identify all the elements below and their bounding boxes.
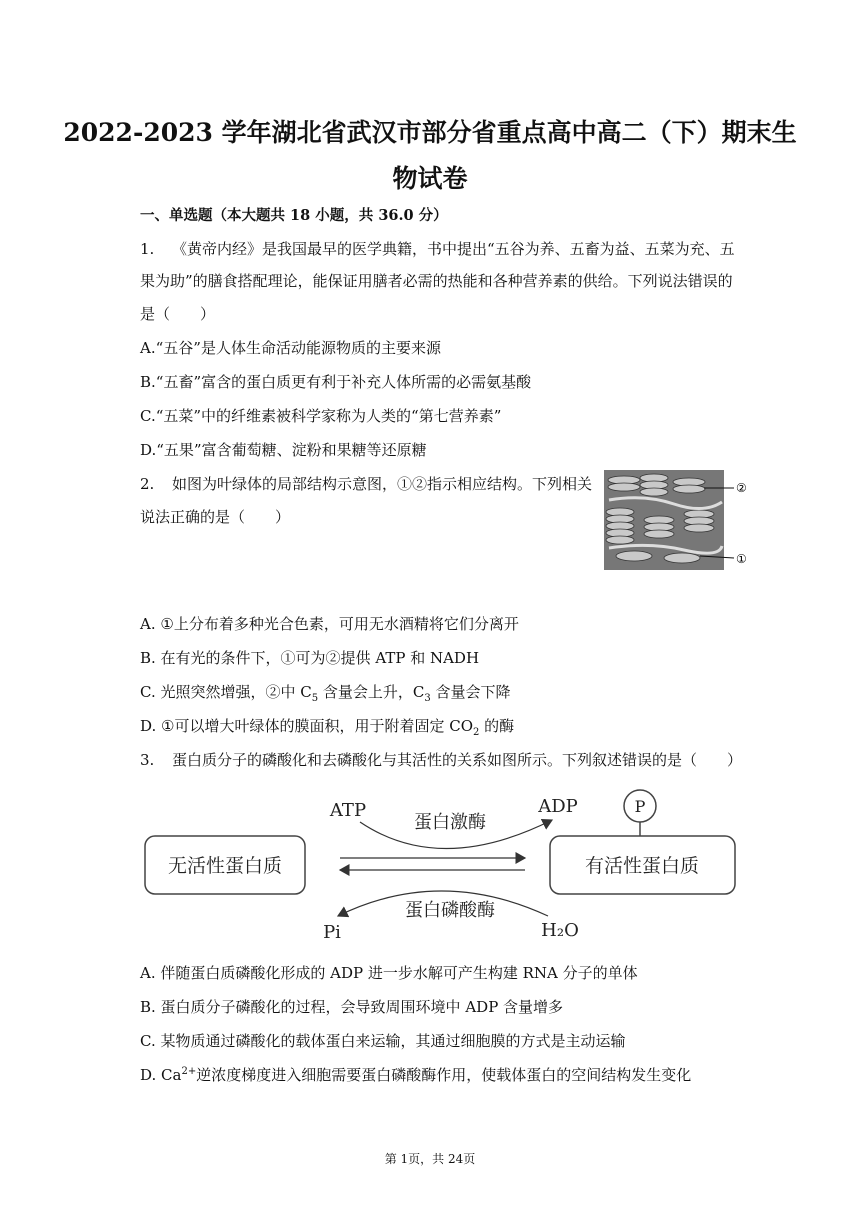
q3-option-a: A. 伴随蛋白质磷酸化形成的 ADP 进一步水解可产生构建 RNA 分子的单体 <box>140 964 638 982</box>
q2-stem-line-2: 说法正确的是（ ） <box>140 508 291 526</box>
q1-stem-line-1: 1. 《黄帝内经》是我国最早的医学典籍，书中提出“五谷为养、五畜为益、五菜为充、五 <box>140 240 735 258</box>
fig-label-1: ① <box>736 552 747 566</box>
q3-number: 3. <box>140 751 155 769</box>
fig-label-2: ② <box>736 481 747 495</box>
section-heading: 一、单选题（本大题共 18 小题，共 36.0 分） <box>140 207 448 224</box>
title-line-1: 2022-2023 学年湖北省武汉市部分省重点高中高二（下）期末生 <box>63 118 797 147</box>
phosphorylation-figure <box>140 788 740 943</box>
q3-option-b: B. 蛋白质分子磷酸化的过程，会导致周围环境中 ADP 含量增多 <box>140 998 564 1016</box>
adp-label: ADP <box>538 796 578 817</box>
inactive-protein-label: 无活性蛋白质 <box>167 855 283 877</box>
atp-label: ATP <box>329 800 367 821</box>
chloroplast-diagram <box>604 470 754 570</box>
water-label: H₂O <box>541 920 579 941</box>
q1-number: 1. <box>140 240 155 258</box>
q1-option-d: D.“五果”富含葡萄糖、淀粉和果糖等还原糖 <box>140 441 427 459</box>
q2-stem-line-1: 2. 如图为叶绿体的局部结构示意图，①②指示相应结构。下列相关 <box>140 475 593 493</box>
page-footer: 第 1页，共 24页 <box>384 1152 476 1166</box>
q2-option-d: D. ①可以增大叶绿体的膜面积，用于附着固定 $CO_2$ 的酶 <box>140 717 515 738</box>
q2-option-b: B. 在有光的条件下，①可为②提供 ATP 和 NADH <box>140 649 480 667</box>
q3-stem: 3. 蛋白质分子的磷酸化和去磷酸化与其活性的关系如图所示。下列叙述错误的是（ ） <box>140 751 743 769</box>
q2-option-c: C. 光照突然增强，②中 $C_5$ 含量会上升，$C_3$ 含量会下降 <box>140 683 511 704</box>
phosphatase-label: 蛋白磷酸酶 <box>405 900 495 921</box>
phosphorylation-diagram <box>140 788 740 943</box>
q1-option-b: B.“五畜”富含的蛋白质更有利于补充人体所需的必需氨基酸 <box>140 373 532 391</box>
q1-stem-line-3: 是（ ） <box>140 305 216 323</box>
title-line-2: 物试卷 <box>392 164 468 193</box>
q1-stem-line-2: 果为助”的膳食搭配理论，能保证用膳者必需的热能和各种营养素的供给。下列说法错误的 <box>140 272 733 290</box>
page-title <box>60 110 800 202</box>
q1-option-a: A.“五谷”是人体生命活动能源物质的主要来源 <box>140 339 441 357</box>
phosphate-label: P <box>634 797 646 816</box>
chloroplast-figure <box>604 470 754 570</box>
q2-option-a: A. ①上分布着多种光合色素，可用无水酒精将它们分离开 <box>140 615 519 633</box>
kinase-label: 蛋白激酶 <box>414 812 486 833</box>
q2-number: 2. <box>140 475 155 493</box>
active-protein-label: 有活性蛋白质 <box>584 855 700 877</box>
q3-option-d: D. $Ca^{2+}$逆浓度梯度进入细胞需要蛋白磷酸酶作用，使载体蛋白的空间结构发生变化 <box>140 1066 692 1084</box>
pi-label: Pi <box>323 922 341 943</box>
q1-option-c: C.“五菜”中的纤维素被科学家称为人类的“第七营养素” <box>140 407 502 425</box>
q3-option-c: C. 某物质通过磷酸化的载体蛋白来运输，其通过细胞膜的方式是主动运输 <box>140 1032 626 1050</box>
